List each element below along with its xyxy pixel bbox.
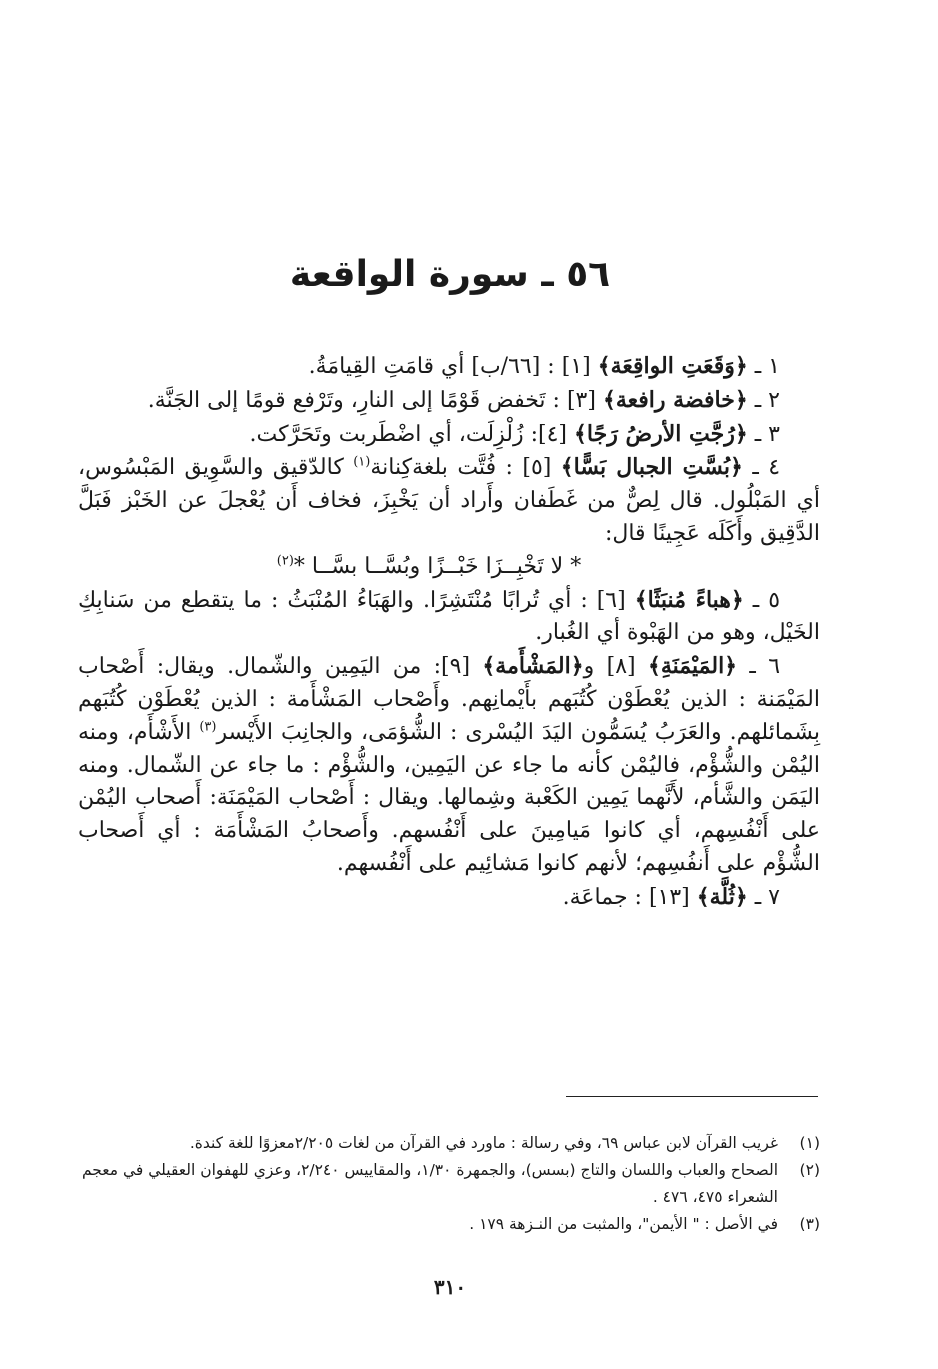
- entry-6: [78, 650, 820, 881]
- entry-text: [٣] : تَخفض قَوْمًا إلى النارِ، وتَرْفع قومًا إلى الجَنَّة.: [147, 387, 603, 413]
- entry-text: كالدّقيق والسَّوِيق المَبْسُوس، أي المَبْلُول. قال لِصٌّ من غَطَفان وأَراد أن يَخْبِزَ، فخاف أَن يُعْجلَ عن الخَبْز فَبَلَّ الدَّقِيق وأَكَلَه عَجِينًا قال:: [78, 455, 820, 546]
- entry-text: [٥] : فُتَّت بلغةكِنانة: [370, 455, 561, 481]
- entry-text: [١] : [٦٦/ب] أي قامَتِ القِيامَةُ.: [308, 354, 598, 379]
- quran-phrase: ﴿المَشْأَمة﴾: [482, 653, 584, 680]
- entry-text: [١٣] : جماعَة.: [562, 884, 697, 910]
- footnote-text: الصحاح والعباب واللسان والتاج (بسس)، والجمهرة ١/٣٠، والمقاييس ٢/٢٤٠، وعزي للهفوان العقيلي في معجم الشعراء ٤٧٥، ٤٧٦ .: [81, 1161, 778, 1206]
- footnote-marker: (١): [353, 455, 371, 471]
- entry-text: الأَشْأَم، ومنه اليُمْن والشُّؤْم، فاليُمْن كأنه ما جاء عن اليَمِين، والشُّؤْم : ما جاء عن الشّمال. ومنه اليَمَن والشَّأم، لأَنَّهما يَمِين الكَعْبة وشِمالها. ويقال : أَصْحاب المَيْمَنَة: أَصحاب اليُمْن على أَنْفُسِهم، أي كانوا مَيامِينَ على أَنْفُسهم. وأَصحابُ المَشْأَمَة : أي أَصحاب الشُّؤْم على أَنفُسِهم؛ لأنهم كانوا مَشائِيم على أَنْفُسهم.: [78, 719, 820, 876]
- quran-phrase: ﴿رُجَّتِ الأرضُ رَجًا﴾: [574, 420, 748, 447]
- entry-5: [78, 584, 820, 651]
- entry-number: ٣ ـ: [747, 421, 780, 447]
- footnote-2: [80, 1157, 820, 1211]
- footnote-marker: (٣): [199, 719, 217, 735]
- footnote-1: [80, 1130, 820, 1157]
- footnote-number: (٢): [799, 1161, 820, 1179]
- quran-phrase: ﴿خافضة رافعة﴾: [602, 386, 748, 413]
- footnote-number: (١): [799, 1134, 820, 1152]
- footnote-separator: [566, 1096, 818, 1097]
- entry-number: ٧ ـ: [747, 884, 780, 910]
- footnote-text: غريب القرآن لابن عباس ٦٩، وفي رسالة : ماورد في القرآن من لغات ٢/٢٠٥معزوًا للغة كندة.: [189, 1134, 778, 1152]
- footnote-number: (٣): [799, 1215, 820, 1233]
- entry-text: [٤]: زُلْزِلَت، أي اضْطَربت وتَحَرَّكت.: [249, 421, 574, 447]
- entry-number: ٢ ـ: [747, 387, 780, 413]
- entry-text: [٩]: من اليَمِين والشّمال. ويقال: أَصْحاب المَيْمَنة : الذين يُعْطَوْن كُتُبَهم بأَيْمانِهم. وأَصْحاب المَشْأَمة : الذين يُعْطَوْن كُتُبَهم بِشَمائلهم. والعَرَبُ يُسَمُّون اليَدَ اليُسْرى : الشُّؤمَى، والجانِبَ الأَيْسر: [78, 654, 820, 745]
- entry-number: ١ ـ: [747, 354, 780, 379]
- footnote-3: [80, 1211, 820, 1238]
- entry-7: [78, 881, 820, 915]
- quran-phrase: ﴿بُسَّتِ الجبال بَسًّا﴾: [560, 454, 743, 481]
- entry-2: [78, 384, 820, 418]
- entry-number: ٤ ـ: [742, 455, 781, 481]
- entry-3: [78, 418, 820, 452]
- entry-text: [٨] و: [583, 654, 648, 680]
- entry-1: [78, 350, 820, 384]
- page-number: ٣١٠: [433, 1275, 467, 1299]
- poetry-verse: [78, 551, 820, 584]
- entry-number: ٦ ـ: [737, 654, 781, 680]
- entry-number: ٥ ـ: [743, 587, 781, 613]
- quran-phrase: ﴿المَيْمَنَةِ﴾: [647, 653, 738, 680]
- footnotes: [80, 1130, 820, 1238]
- entry-4: [78, 451, 820, 550]
- quran-phrase: ﴿هباءً مُنبَثًا﴾: [634, 586, 744, 613]
- quran-phrase: ﴿وَقَعَتِ الواقِعَة﴾: [597, 353, 748, 379]
- footnote-marker: (٢): [276, 553, 294, 569]
- footnote-text: في الأصل : " الأيمن"، والمثبت من النـزهة ١٧٩ .: [469, 1215, 778, 1233]
- verse-text: * لا تَخْبِــزَا خَبْــزًا وبُسَّــا بسَّــا *: [293, 553, 582, 579]
- tafsir-body: [78, 350, 820, 915]
- entry-text: [٦] : أي تُرابًا مُنْتَشِرًا. والهَبَاءُ المُنْبَثُ : ما يتقطع من سَنابِكِ الخَيْل، وهو من الهَبْوة أي الغُبار.: [78, 587, 820, 646]
- quran-phrase: ﴿ثُلَّة﴾: [696, 883, 748, 910]
- surah-title: ٥٦ ـ سورة الواقعة: [289, 254, 611, 295]
